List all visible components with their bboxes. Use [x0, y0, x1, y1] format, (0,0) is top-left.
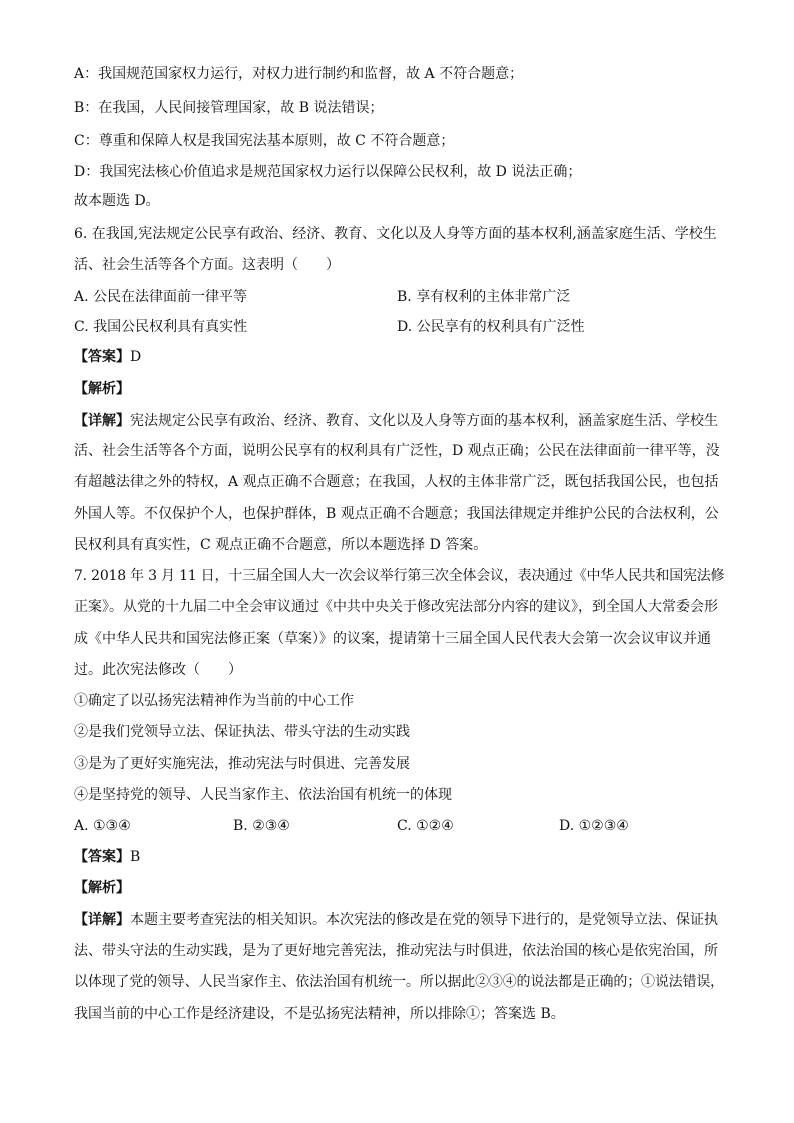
- prev-analysis-c: C：尊重和保障人权是我国宪法基本原则，故 C 不符合题意；: [74, 133, 455, 149]
- q7-statement-1: ①确定了以弘扬宪法精神作为当前的中心工作: [74, 693, 354, 709]
- q7-answer-label: 【答案】: [74, 849, 130, 865]
- q6-analysis-label: 【解析】: [74, 381, 130, 397]
- q6-answer-label: 【答案】: [74, 349, 130, 365]
- prev-analysis-conclusion: 故本题选 D。: [74, 193, 160, 209]
- prev-analysis-d: D：我国宪法核心价值追求是规范国家权力运行以保障公民权利，故 D 说法正确；: [74, 164, 582, 180]
- q7-stem-line-4: 过。此次宪法修改（ ）: [74, 662, 242, 678]
- q7-detail-label: 【详解】: [74, 912, 130, 928]
- prev-analysis-b: B：在我国，人民间接管理国家，故 B 说法错误；: [74, 100, 384, 116]
- q7-statement-4: ④是坚持党的领导、人民当家作主、依法治国有机统一的体现: [74, 787, 452, 803]
- q6-stem-line-2: 活、社会生活等各个方面。这表明（ ）: [74, 257, 340, 273]
- q6-option-c: C. 我国公民权利具有真实性: [74, 319, 248, 335]
- q7-statement-2: ②是我们党领导立法、保证执法、带头守法的生动实践: [74, 724, 410, 740]
- prev-analysis-a: A：我国规范国家权力运行，对权力进行制约和监督，故 A 不符合题意；: [74, 66, 524, 82]
- q7-analysis-label: 【解析】: [74, 880, 130, 896]
- q7-detail-line-2: 法、带头守法的生动实践，是为了更好地完善宪法，推动宪法与时俱进，依法治国的核心是依宪治国，所: [74, 943, 718, 959]
- q6-detail-line-2: 活、社会生活等各个方面，说明公民享有的权利具有广泛性，D 观点正确；公民在法律面前一律平等，没: [74, 443, 720, 459]
- q7-answer: [74, 847, 724, 867]
- q6-detail-line-3: 有超越法律之外的特权，A 观点正确不合题意；在我国，人权的主体非常广泛，既包括我国公民，也包括: [74, 474, 719, 490]
- q6-detail-line-4: 外国人等。不仅保护个人，也保护群体，B 观点正确不合题意；我国法律规定并维护公民的合法权利，公: [74, 506, 719, 522]
- q6-option-b: B. 享有权利的主体非常广泛: [397, 289, 571, 305]
- q7-detail-text: 本题主要考查宪法的相关知识。本次宪法的修改是在党的领导下进行的，是党领导立法、保证执: [130, 912, 718, 928]
- q6-option-d: D. 公民享有的权利具有广泛性: [397, 319, 585, 335]
- q6-option-a: A. 公民在法律面前一律平等: [74, 289, 248, 305]
- q6-detail-line-1: [74, 411, 724, 431]
- q6-stem-line-1: 6. 在我国,宪法规定公民享有政治、经济、教育、文化以及人身等方面的基本权利,涵盖家庭生活、学校生: [74, 226, 717, 242]
- q7-option-c: C. ①②④: [397, 818, 454, 834]
- q7-stem-line-1: 7. 2018 年 3 月 11 日，十三届全国人大一次会议举行第三次全体会议，表决通过《中华人民共和国宪法修: [74, 568, 725, 584]
- q7-stem-line-3: 成《中华人民共和国宪法修正案（草案）》的议案，提请第十三届全国人民代表大会第一次会议审议并通: [74, 631, 711, 647]
- q7-detail-line-3: 以体现了党的领导、人民当家作主、依法治国有机统一。所以据此②③④的说法都是正确的；①说法错误，: [74, 974, 725, 990]
- q6-detail-label: 【详解】: [74, 413, 130, 429]
- q7-stem-line-2: 正案》。从党的十九届二中全会审议通过《中共中央关于修改宪法部分内容的建议》，到全国人大常委会形: [74, 599, 718, 615]
- q6-detail-text: 宪法规定公民享有政治、经济、教育、文化以及人身等方面的基本权利，涵盖家庭生活、学校生: [130, 413, 718, 429]
- q7-option-d: D. ①②③④: [559, 818, 629, 834]
- q7-detail-line-1: [74, 910, 724, 930]
- q7-option-b: B. ②③④: [233, 818, 290, 834]
- q7-answer-value: B: [130, 849, 141, 865]
- q7-detail-line-4: 我国当前的中心工作是经济建设，不是弘扬宪法精神，所以排除①；答案选 B。: [74, 1006, 565, 1022]
- q7-statement-3: ③是为了更好实施宪法，推动宪法与时俱进、完善发展: [74, 756, 410, 772]
- q7-option-a: A. ①③④: [74, 818, 131, 834]
- q6-answer: [74, 347, 724, 367]
- q6-answer-value: D: [130, 349, 142, 365]
- q6-detail-line-5: 民权利具有真实性，C 观点正确不合题意，所以本题选择 D 答案。: [74, 537, 488, 553]
